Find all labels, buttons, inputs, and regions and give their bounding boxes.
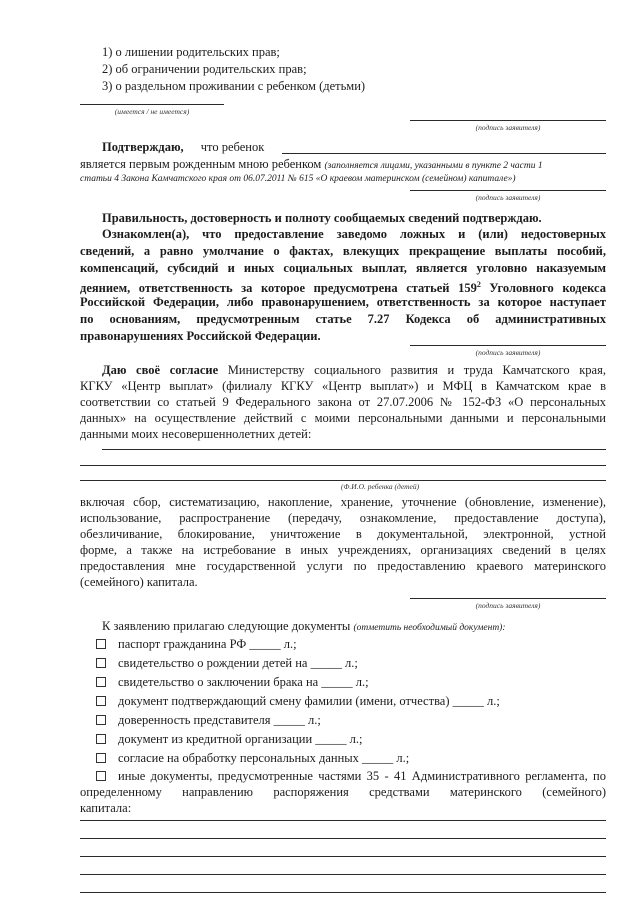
accuracy-line-1: Ознакомлен(а), что предоставление заведомо ложных и (или) недостоверных [102,227,606,241]
other-docs-line-4[interactable] [80,874,606,875]
children-line-1[interactable] [102,449,606,450]
checkbox-icon[interactable] [96,658,106,668]
accuracy-caption: (подпись заявителя) [475,348,541,357]
confirm-label: Подтверждаю, [102,140,184,154]
accuracy-line-2: сведений, а равно умолчание о фактах, влекущих прекращение выплаты пособий, [80,244,606,258]
accuracy-line-7: правонарушениях Российской Федерации. [80,329,321,343]
attachment-item-5[interactable] [96,712,321,728]
other-docs-line-5[interactable] [80,892,606,893]
attachment-label-2: свидетельство о рождении детей на _____ л.; [118,656,358,670]
attachment-item-1[interactable] [96,636,297,652]
consent-signature-line[interactable] [410,598,606,599]
options-caption-right: (подпись заявителя) [475,123,541,132]
consent2-line-2: использование, распространение (передачу, ознакомление, предоставление доступа), [80,511,606,525]
children-caption: (Ф.И.О. ребенка (детей) [340,482,420,491]
accuracy-line-4-start: деянием, ответственность за которое предусмотрена статьей 159 [80,281,477,296]
confirm-caption: (подпись заявителя) [475,193,541,202]
confirm-first-line1 [102,139,264,155]
consent-line-4: данных» на осуществление действий с моими персональными данными и персональными [80,411,606,425]
consent-line-2: КГКУ «Центр выплат» (филиалу КГКУ «Центр выплат») и МФЦ в Камчатском крае в [80,379,606,393]
attachments-intro: К заявлению прилагаю следующие документы [102,619,351,633]
accuracy-line-3: компенсаций, субсидий и иных социальных выплат, является уголовно наказуемым [80,261,606,275]
confirm-line2-note: (заполняется лицами, указанными в пункте 2 части 1 [324,161,543,171]
attachment-label-1: паспорт гражданина РФ _____ л.; [118,637,297,651]
checkbox-icon[interactable] [96,677,106,687]
attachment-label-3: свидетельство о заключении брака на _____ л.; [118,675,369,689]
children-line-2[interactable] [80,465,606,466]
consent2-line-4: форме, а также на истребование в иных учреждениях, организациях сведений в целях [80,543,606,557]
option-3: 3) о раздельном проживании с ребенком (детьми) [102,79,366,93]
consent2-line-3: обезличивание, блокирование, уничтожение в документальной, электронной, устной [80,527,606,541]
checkbox-icon[interactable] [96,696,106,706]
checkbox-icon[interactable] [96,771,106,781]
accuracy-line-5: Российской Федерации, либо правонарушением, ответственность за которое наступает [80,295,606,309]
option-1: 1) о лишении родительских прав; [102,45,280,59]
attachment-item-4[interactable] [96,693,500,709]
attachment-other-line-2: определенному направлению распоряжения средствами материнского (семейного) [80,785,606,799]
other-docs-line-1[interactable] [80,820,606,821]
options-signature-line[interactable] [80,104,224,105]
attachment-label-6: документ из кредитной организации _____ л.; [118,732,363,746]
confirm-signature-line[interactable] [410,190,606,191]
accuracy-signature-line[interactable] [410,345,606,346]
options-signature-line-right[interactable] [410,120,606,121]
consent-label: Даю своё согласие [102,363,219,377]
consent-line-5: данными моих несовершеннолетних детей: [80,427,312,441]
attachments-intro-line [102,618,506,636]
attachment-label-5: доверенность представителя _____ л.; [118,713,321,727]
attachment-item-3[interactable] [96,674,369,690]
consent-line-1-text: Министерству социального развития и труда Камчатского края, [218,363,606,377]
consent-caption: (подпись заявителя) [475,601,541,610]
consent-line-1 [102,362,606,378]
other-docs-line-2[interactable] [80,838,606,839]
accuracy-line-4-end: Уголовного кодекса [480,281,606,296]
children-line-3[interactable] [80,480,606,481]
child-name-line[interactable] [282,153,606,154]
accuracy-line-6: по основаниям, предусмотренным статье 7.27 Кодекса об административных [80,312,606,326]
consent-line-3: соответствии со статьей 9 Федерального закона от 27.07.2006 № 152-ФЗ «О персональных [80,395,606,409]
checkbox-icon[interactable] [96,639,106,649]
attachment-label-4: документ подтверждающий смену фамилии (имени, отчества) _____ л.; [118,694,500,708]
confirm-line2-start: является первым рожденным мною ребенком [80,157,322,171]
checkbox-icon[interactable] [96,734,106,744]
confirm-line3-note: статьи 4 Закона Камчатского края от 06.07.2011 № 615 «О краевом материнском (семейном) капитале») [80,174,516,184]
attachment-item-2[interactable] [96,655,358,671]
checkbox-icon[interactable] [96,753,106,763]
option-2: 2) об ограничении родительских прав; [102,62,307,76]
confirm-mid: что ребенок [200,140,265,154]
consent2-line-5: предоставления мне государственной услуги по предоставлению краевого материнского [80,559,606,573]
consent2-line-6: (семейного) капитала. [80,575,198,589]
attachment-item-7[interactable] [96,750,409,766]
accuracy-heading: Правильность, достоверность и полноту сообщаемых сведений подтверждаю. [102,211,542,225]
accuracy-superscript: 2 [476,280,481,289]
attachment-other-1: иные документы, предусмотренные частями 35 - 41 Административного регламента, по [118,769,606,783]
options-caption-left: (имеется / не имеется) [114,107,190,116]
attachment-item-6[interactable] [96,731,363,747]
attachment-other-line-1[interactable] [96,768,606,784]
attachment-label-7: согласие на обработку персональных данных _____ л.; [118,751,410,765]
consent2-line-1: включая сбор, систематизацию, накопление, хранение, уточнение (обновление, изменение), [80,495,606,509]
checkbox-icon[interactable] [96,715,106,725]
attachment-other-line-3: капитала: [80,801,132,815]
other-docs-line-3[interactable] [80,856,606,857]
attachments-intro-note: (отметить необходимый документ): [353,623,506,633]
